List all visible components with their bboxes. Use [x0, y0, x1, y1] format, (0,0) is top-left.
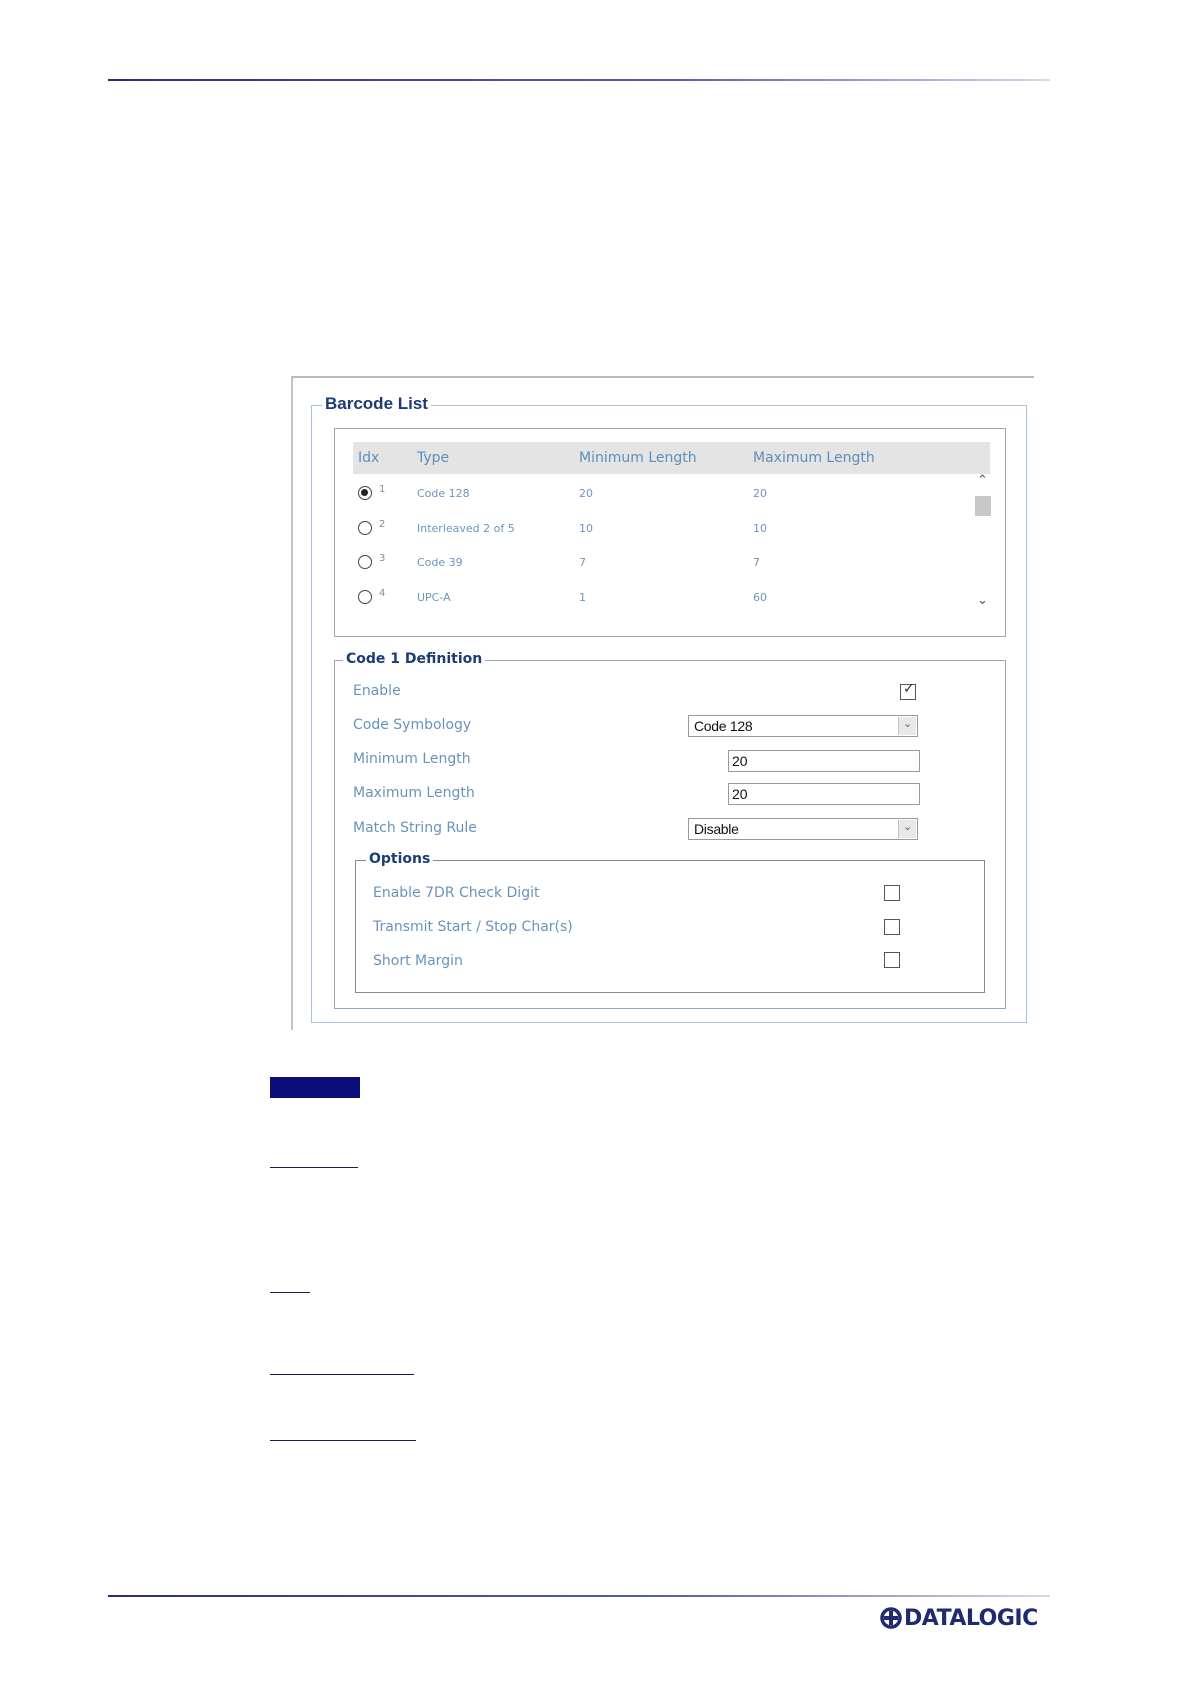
row-idx: 4: [379, 588, 386, 599]
transmit-start-stop-checkbox[interactable]: [884, 919, 900, 935]
barcode-list-fieldset: [311, 394, 1027, 1023]
row-idx: 1: [379, 484, 386, 495]
row-type: UPC-A: [417, 591, 451, 604]
row-max-length: 7: [753, 556, 760, 569]
match-string-rule-select[interactable]: [688, 818, 918, 840]
barcode-table: [334, 428, 1006, 637]
column-header-idx[interactable]: Idx: [358, 450, 380, 466]
underline-marker: [270, 1440, 416, 1441]
column-header-type[interactable]: Type: [417, 450, 450, 466]
code-symbology-label: Code Symbology: [353, 717, 472, 733]
table-row[interactable]: [353, 583, 963, 615]
enable-7dr-check-digit-checkbox[interactable]: [884, 885, 900, 901]
row-type: Interleaved 2 of 5: [417, 522, 515, 535]
row-min-length: 10: [579, 522, 593, 535]
minimum-length-input[interactable]: 20: [728, 750, 920, 772]
scroll-down-icon[interactable]: ⌄: [977, 593, 988, 608]
short-margin-checkbox[interactable]: [884, 952, 900, 968]
table-row[interactable]: [353, 548, 963, 580]
match-string-rule-value: Disable: [694, 821, 739, 837]
screenshot-top-border: [291, 376, 1034, 378]
datalogic-logo-icon: [880, 1607, 902, 1629]
row-max-length: 60: [753, 591, 767, 604]
table-row[interactable]: [353, 514, 963, 546]
header-rule: [108, 79, 1050, 81]
chevron-down-icon[interactable]: ⌄: [898, 820, 916, 838]
datalogic-logo: [880, 1602, 1038, 1634]
scroll-thumb[interactable]: [975, 496, 991, 516]
barcode-settings-screenshot: [291, 376, 1034, 1030]
chevron-down-icon[interactable]: ⌄: [898, 717, 916, 735]
underline-marker: [270, 1167, 358, 1168]
code-definition-fieldset: [334, 651, 1006, 1009]
table-row[interactable]: [353, 479, 963, 511]
scroll-up-icon[interactable]: ⌃: [977, 473, 988, 488]
code-definition-title: Code 1 Definition: [343, 651, 485, 667]
footer-rule: [108, 1595, 1050, 1597]
screenshot-left-border: [291, 376, 293, 1030]
table-header: [353, 442, 990, 474]
column-header-max-length[interactable]: Maximum Length: [753, 450, 875, 466]
row-min-length: 1: [579, 591, 586, 604]
row-max-length: 20: [753, 487, 767, 500]
row-min-length: 7: [579, 556, 586, 569]
code-symbology-select[interactable]: [688, 715, 918, 737]
enable-label: Enable: [353, 683, 401, 699]
note-marker: [270, 1077, 360, 1098]
row-max-length: 10: [753, 522, 767, 535]
enable-checkbox[interactable]: [900, 681, 916, 700]
barcode-list-title: Barcode List: [322, 394, 431, 414]
minimum-length-label: Minimum Length: [353, 751, 471, 767]
underline-marker: [270, 1292, 310, 1293]
row-radio[interactable]: [358, 555, 372, 569]
row-radio-selected[interactable]: [358, 486, 372, 500]
maximum-length-label: Maximum Length: [353, 785, 475, 801]
logo-wordmark: DATALOGIC: [904, 1605, 1038, 1631]
code-symbology-value: Code 128: [694, 718, 753, 734]
options-fieldset: [355, 851, 985, 993]
row-radio[interactable]: [358, 590, 372, 604]
maximum-length-input[interactable]: 20: [728, 783, 920, 805]
transmit-start-stop-label: Transmit Start / Stop Char(s): [373, 919, 573, 935]
underline-marker: [270, 1374, 414, 1375]
row-idx: 3: [379, 553, 386, 564]
row-idx: 2: [379, 519, 386, 530]
options-title: Options: [366, 851, 433, 867]
short-margin-label: Short Margin: [373, 953, 463, 969]
row-type: Code 39: [417, 556, 463, 569]
table-scrollbar[interactable]: [974, 473, 992, 615]
match-string-rule-label: Match String Rule: [353, 820, 477, 836]
row-type: Code 128: [417, 487, 470, 500]
column-header-min-length[interactable]: Minimum Length: [579, 450, 697, 466]
check-icon: ✓: [903, 681, 915, 697]
row-min-length: 20: [579, 487, 593, 500]
row-radio[interactable]: [358, 521, 372, 535]
enable-7dr-check-digit-label: Enable 7DR Check Digit: [373, 885, 540, 901]
